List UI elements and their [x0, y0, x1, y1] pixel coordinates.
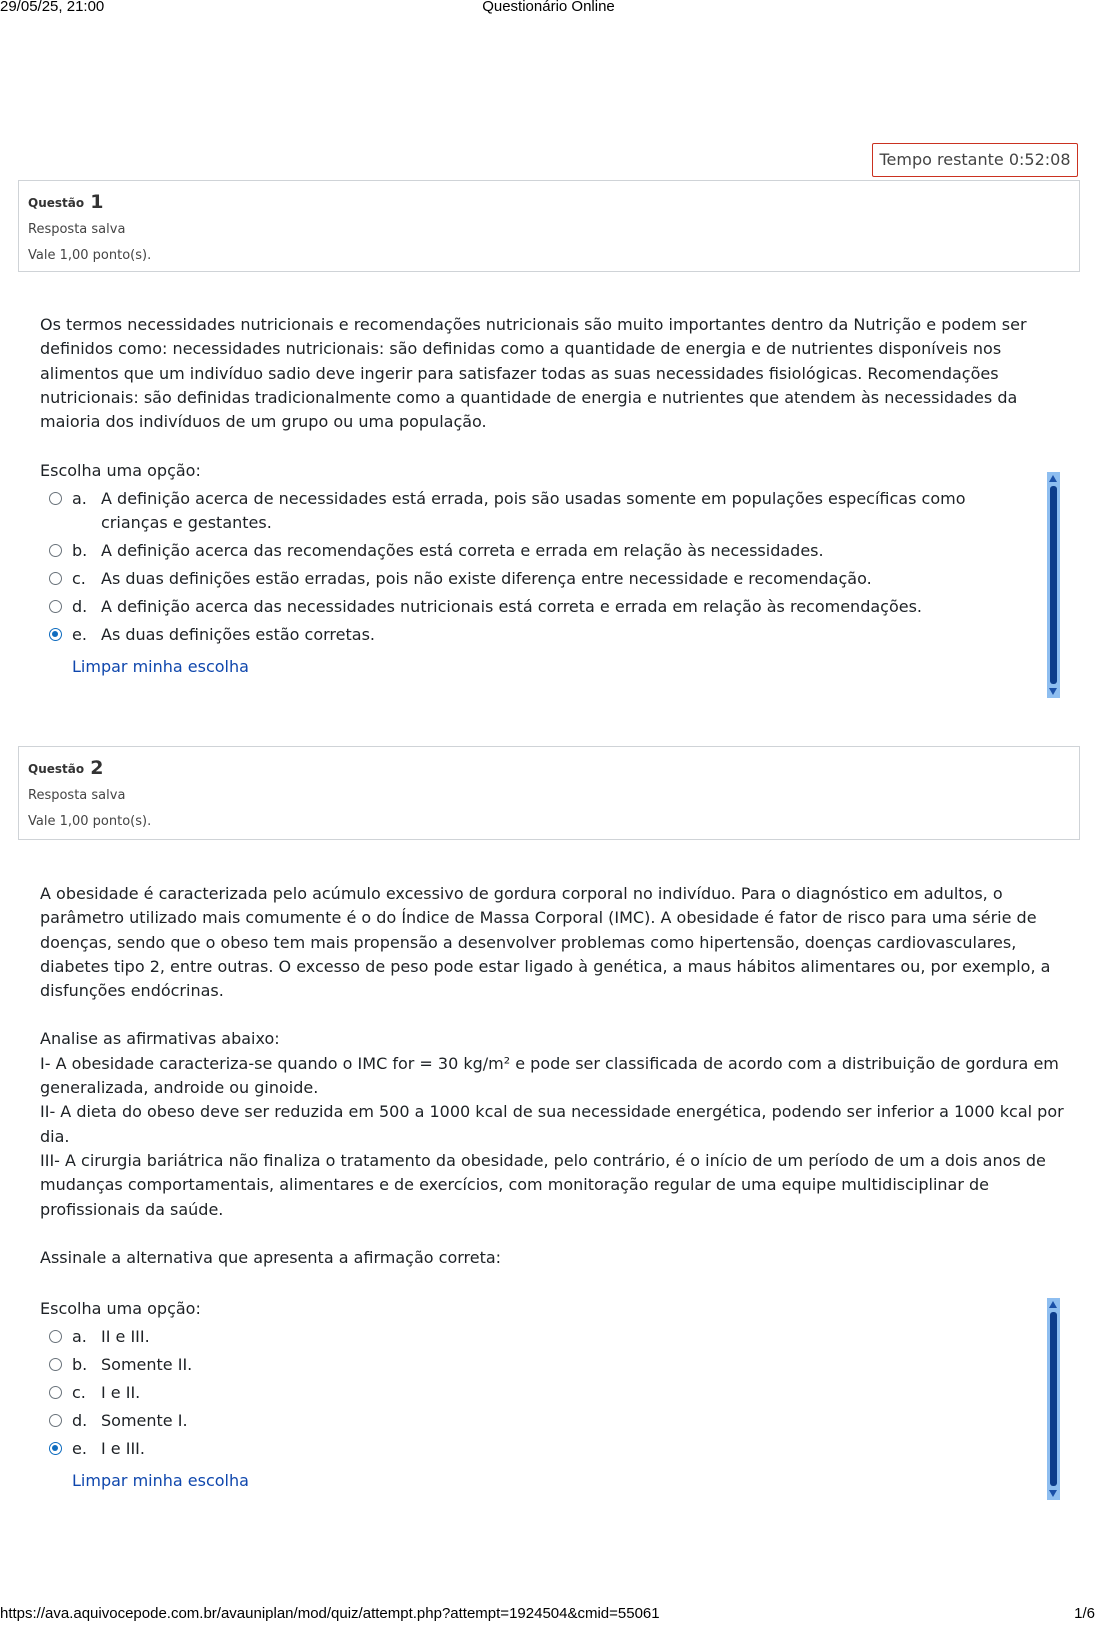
- answer-option[interactable]: [40, 1381, 1030, 1405]
- answer-option-selected[interactable]: [40, 1437, 1030, 1461]
- answer-option[interactable]: [40, 1353, 1030, 1377]
- option-text: Somente I.: [101, 1411, 188, 1430]
- print-datetime: 29/05/25, 21:00: [0, 0, 105, 15]
- option-text: A definição acerca das recomendações está correta e errada em relação às necessidades.: [101, 541, 824, 560]
- answer-option[interactable]: [40, 595, 1030, 619]
- question-paragraph: Analise as afirmativas abaixo:: [40, 1029, 280, 1049]
- option-text: A definição acerca de necessidades está errada, pois são usadas somente em populações específicas como crianças e gestantes.: [101, 489, 966, 532]
- option-letter: e.: [72, 1439, 87, 1458]
- radio-button[interactable]: [49, 1358, 62, 1371]
- clear-choice-link[interactable]: Limpar minha escolha: [72, 1471, 249, 1490]
- option-letter: c.: [72, 1383, 86, 1402]
- scrollbar[interactable]: [1047, 1298, 1060, 1500]
- answer-option[interactable]: [40, 1325, 1030, 1349]
- print-footer: [0, 1605, 1097, 1625]
- print-page-title: Questionário Online: [482, 0, 615, 15]
- question-state: Resposta salva: [28, 222, 126, 237]
- question-state: Resposta salva: [28, 788, 126, 803]
- option-letter: a.: [72, 489, 87, 508]
- option-text: Somente II.: [101, 1355, 193, 1374]
- option-letter: b.: [72, 1355, 88, 1374]
- radio-button[interactable]: [49, 1386, 62, 1399]
- scroll-down-arrow-icon[interactable]: [1049, 688, 1057, 695]
- answer-prompt: Escolha uma opção:: [40, 1299, 201, 1318]
- scroll-up-arrow-icon[interactable]: [1049, 475, 1057, 482]
- time-remaining: Tempo restante 0:52:08: [872, 143, 1078, 177]
- answer-option[interactable]: [40, 539, 1030, 563]
- radio-button[interactable]: [49, 572, 62, 585]
- answer-prompt: Escolha uma opção:: [40, 461, 201, 480]
- option-letter: d.: [72, 597, 88, 616]
- radio-button[interactable]: [49, 1414, 62, 1427]
- radio-button[interactable]: [49, 544, 62, 557]
- clear-choice-link[interactable]: Limpar minha escolha: [72, 657, 249, 676]
- answer-option[interactable]: [40, 1409, 1030, 1433]
- answer-option[interactable]: [40, 487, 1030, 535]
- answer-option[interactable]: [40, 567, 1030, 591]
- answer-block-1: [40, 459, 1030, 676]
- option-text: As duas definições estão corretas.: [101, 625, 375, 644]
- option-text: As duas definições estão erradas, pois não existe diferença entre necessidade e recomendação.: [101, 569, 872, 588]
- print-page-number: 1/6: [1074, 1605, 1095, 1622]
- scroll-thumb[interactable]: [1050, 486, 1057, 684]
- option-letter: a.: [72, 1327, 87, 1346]
- radio-button-selected[interactable]: [49, 1442, 62, 1455]
- option-text: I e III.: [101, 1439, 145, 1458]
- question-text-1: [40, 313, 1065, 434]
- question-instruction: Assinale a alternativa que apresenta a afirmação correta:: [40, 1247, 502, 1267]
- radio-button[interactable]: [49, 600, 62, 613]
- option-letter: c.: [72, 569, 86, 588]
- question-paragraph: A obesidade é caracterizada pelo acúmulo excessivo de gordura corporal no indivíduo. Para o diagnóstico em adultos, o parâmetro utilizado mais comumente é o do Índice de Massa Corporal (IMC). A obesidade é fator de risco para uma série de doenças, sendo que o obeso tem mais propensão a desenvolver problemas como hipertensão, doenças cardiovasculares, diabetes tipo 2, entre outras. O excesso de peso pode estar ligado à genética, a maus hábitos alimentares ou, por exemplo, a disfunções endócrinas.: [40, 884, 1051, 1001]
- statement-i: I- A obesidade caracteriza-se quando o IMC for = 30 kg/m² e pode ser classificada de acordo com a distribuição de gordura em generalizada, androide ou ginoide.: [40, 1053, 1059, 1098]
- question-grade: Vale 1,00 ponto(s).: [28, 248, 152, 263]
- question-info-1: [18, 180, 1080, 272]
- radio-button[interactable]: [49, 1330, 62, 1343]
- scrollbar[interactable]: [1047, 472, 1060, 698]
- radio-button[interactable]: [49, 492, 62, 505]
- question-grade: Vale 1,00 ponto(s).: [28, 814, 152, 829]
- question-info-2: [18, 746, 1080, 840]
- option-letter: e.: [72, 625, 87, 644]
- answer-option-selected[interactable]: [40, 623, 1030, 647]
- print-header: [0, 0, 1097, 18]
- option-text: A definição acerca das necessidades nutricionais está correta e errada em relação às recomendações.: [101, 597, 922, 616]
- scroll-down-arrow-icon[interactable]: [1049, 1490, 1057, 1497]
- radio-button-selected[interactable]: [49, 628, 62, 641]
- statement-ii: II- A dieta do obeso deve ser reduzida em 500 a 1000 kcal de sua necessidade energética, podendo ser inferior a 1000 kcal por dia.: [40, 1102, 1064, 1146]
- question-text-2: [40, 882, 1065, 1270]
- question-number: Questão 2: [28, 757, 104, 779]
- option-letter: b.: [72, 541, 88, 560]
- print-url: https://ava.aquivocepode.com.br/avauniplan/mod/quiz/attempt.php?attempt=1924504&cmid=55061: [0, 1605, 660, 1622]
- question-paragraph: Os termos necessidades nutricionais e recomendações nutricionais são muito importantes dentro da Nutrição e podem ser definidos como: necessidades nutricionais: são definidas como a quantidade de energia e de nutrientes disponíveis nos alimentos que um indivíduo sadio deve ingerir para satisfazer todas as suas necessidades fisiológicas. Recomendações nutricionais: são definidas tradicionalmente como a quantidade de energia e nutrientes que atendem às necessidades da maioria dos indivíduos de um grupo ou uma população.: [40, 315, 1027, 432]
- option-text: II e III.: [101, 1327, 150, 1346]
- option-text: I e II.: [101, 1383, 141, 1402]
- statement-iii: III- A cirurgia bariátrica não finaliza o tratamento da obesidade, pelo contrário, é o início de um período de um a dois anos de mudanças comportamentais, alimentares e de exercícios, com monitoração regular de uma equipe multidisciplinar de profissionais da saúde.: [40, 1150, 1046, 1219]
- question-number: Questão 1: [28, 191, 104, 213]
- option-letter: d.: [72, 1411, 88, 1430]
- scroll-up-arrow-icon[interactable]: [1049, 1301, 1057, 1308]
- answer-block-2: [40, 1297, 1030, 1490]
- scroll-thumb[interactable]: [1050, 1312, 1057, 1486]
